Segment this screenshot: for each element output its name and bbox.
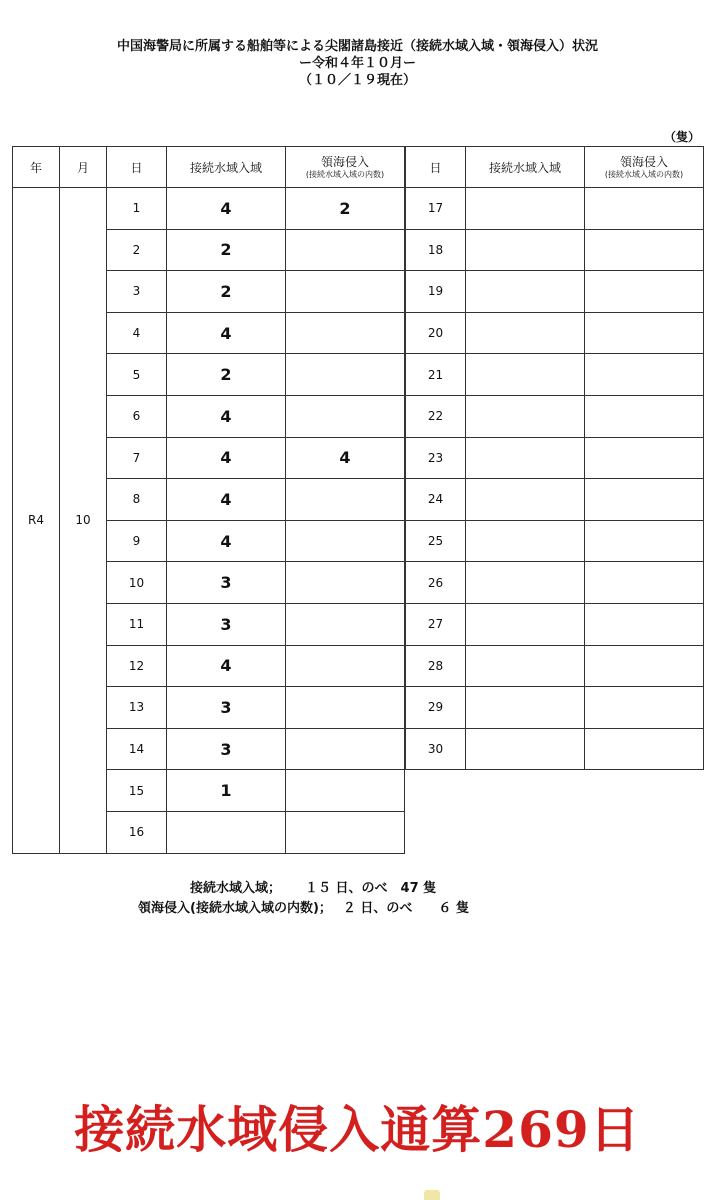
day-cell: 27	[406, 603, 466, 645]
table-row	[406, 188, 704, 230]
contiguous-cell: 4	[167, 188, 286, 230]
territorial-cell	[286, 645, 405, 687]
territorial-cell: 4	[286, 437, 405, 479]
day-cell: 4	[107, 312, 167, 354]
cumulative-banner: 接続水域侵入通算269日	[74, 1100, 641, 1159]
table-row	[406, 271, 704, 313]
contiguous-cell	[466, 354, 585, 396]
day-cell: 18	[406, 229, 466, 271]
territorial-cell	[585, 728, 704, 770]
contiguous-cell: 3	[167, 562, 286, 604]
header-territorial-main-right: 領海侵入	[619, 154, 668, 169]
contiguous-cell	[466, 687, 585, 729]
document-title: 中国海警局に所属する船舶等による尖閣諸島接近（接続水域入域・領海侵入）状況	[116, 39, 598, 54]
contiguous-cell: 4	[167, 312, 286, 354]
territorial-cell	[286, 728, 405, 770]
day-cell: 3	[107, 271, 167, 313]
day-cell: 20	[406, 312, 466, 354]
day-cell: 17	[406, 188, 466, 230]
territorial-cell	[286, 312, 405, 354]
contiguous-cell: 4	[167, 479, 286, 521]
table-row	[406, 395, 704, 437]
contiguous-cell	[466, 645, 585, 687]
table-row	[406, 312, 704, 354]
table-row	[406, 562, 704, 604]
left-table	[12, 146, 405, 854]
right-table	[405, 146, 704, 770]
year-cell: R4	[13, 188, 60, 854]
header-day: 日	[107, 147, 167, 188]
header-year: 年	[13, 147, 60, 188]
day-cell: 2	[107, 229, 167, 271]
day-cell: 25	[406, 520, 466, 562]
document-subtitle-month: ー令和４年１０月ー	[298, 56, 416, 71]
contiguous-cell	[466, 562, 585, 604]
day-cell: 10	[107, 562, 167, 604]
contiguous-cell: 1	[167, 770, 286, 812]
territorial-cell	[286, 520, 405, 562]
contiguous-cell: 4	[167, 437, 286, 479]
day-cell: 30	[406, 728, 466, 770]
contiguous-cell: 3	[167, 728, 286, 770]
territorial-cell	[585, 520, 704, 562]
contiguous-cell	[466, 312, 585, 354]
territorial-cell	[585, 603, 704, 645]
contiguous-cell	[466, 395, 585, 437]
day-cell: 5	[107, 354, 167, 396]
corner-decoration	[424, 1190, 440, 1200]
territorial-cell	[286, 770, 405, 812]
day-cell: 26	[406, 562, 466, 604]
contiguous-cell: 4	[167, 520, 286, 562]
table-row	[406, 229, 704, 271]
territorial-cell	[585, 437, 704, 479]
contiguous-cell: 3	[167, 687, 286, 729]
territorial-cell	[585, 479, 704, 521]
territorial-cell	[286, 395, 405, 437]
contiguous-cell	[466, 479, 585, 521]
month-cell: 10	[60, 188, 107, 854]
day-cell: 6	[107, 395, 167, 437]
territorial-cell	[286, 479, 405, 521]
day-cell: 12	[107, 645, 167, 687]
table-row	[406, 728, 704, 770]
contiguous-cell	[466, 188, 585, 230]
territorial-cell	[286, 687, 405, 729]
territorial-cell	[585, 188, 704, 230]
contiguous-cell: 2	[167, 271, 286, 313]
day-cell: 1	[107, 188, 167, 230]
day-cell: 19	[406, 271, 466, 313]
table-row	[406, 437, 704, 479]
day-cell: 14	[107, 728, 167, 770]
territorial-cell	[585, 271, 704, 313]
header-contiguous: 接続水域入域	[167, 147, 286, 188]
day-cell: 13	[107, 687, 167, 729]
territorial-cell	[585, 687, 704, 729]
table-row	[406, 354, 704, 396]
header-territorial-right	[585, 147, 704, 188]
day-cell: 16	[107, 811, 167, 853]
contiguous-cell: 4	[167, 395, 286, 437]
table-row	[406, 479, 704, 521]
contiguous-cell	[466, 271, 585, 313]
table-row	[406, 603, 704, 645]
territorial-cell: 2	[286, 188, 405, 230]
header-territorial-note: (接続水域入域の内数)	[305, 169, 385, 179]
territorial-cell	[585, 645, 704, 687]
header-territorial-note-right: (接続水域入域の内数)	[604, 169, 684, 179]
territorial-cell	[585, 354, 704, 396]
contiguous-cell: 2	[167, 229, 286, 271]
contiguous-cell: 2	[167, 354, 286, 396]
territorial-cell	[585, 395, 704, 437]
territorial-cell	[585, 229, 704, 271]
day-cell: 28	[406, 645, 466, 687]
contiguous-cell	[167, 811, 286, 853]
summary-territorial: 領海侵入(接続水域入域の内数)； ２ 日、のべ ６ 隻	[138, 901, 469, 916]
unit-label: （隻）	[664, 130, 701, 144]
table-row	[13, 188, 405, 230]
contiguous-cell	[466, 437, 585, 479]
header-territorial	[286, 147, 405, 188]
day-cell: 7	[107, 437, 167, 479]
territorial-cell	[585, 562, 704, 604]
day-cell: 22	[406, 395, 466, 437]
day-cell: 29	[406, 687, 466, 729]
territorial-cell	[286, 811, 405, 853]
territorial-cell	[286, 562, 405, 604]
contiguous-cell	[466, 603, 585, 645]
day-cell: 24	[406, 479, 466, 521]
table-row	[406, 520, 704, 562]
day-cell: 9	[107, 520, 167, 562]
contiguous-cell	[466, 728, 585, 770]
territorial-cell	[286, 271, 405, 313]
day-cell: 23	[406, 437, 466, 479]
contiguous-cell	[466, 520, 585, 562]
contiguous-cell: 4	[167, 645, 286, 687]
day-cell: 8	[107, 479, 167, 521]
table-row	[406, 687, 704, 729]
table-row	[406, 645, 704, 687]
territorial-cell	[286, 229, 405, 271]
territorial-cell	[286, 354, 405, 396]
day-cell: 11	[107, 603, 167, 645]
territorial-cell	[286, 603, 405, 645]
document-subtitle-date: （１０／１９現在）	[298, 73, 416, 88]
header-contiguous-right: 接続水域入域	[466, 147, 585, 188]
header-day-right: 日	[406, 147, 466, 188]
contiguous-cell	[466, 229, 585, 271]
summary-contiguous: 接続水域入域； １５ 日、のべ 47 隻	[190, 881, 437, 896]
day-cell: 15	[107, 770, 167, 812]
header-territorial-main: 領海侵入	[320, 154, 369, 169]
contiguous-cell: 3	[167, 603, 286, 645]
header-month: 月	[60, 147, 107, 188]
day-cell: 21	[406, 354, 466, 396]
territorial-cell	[585, 312, 704, 354]
